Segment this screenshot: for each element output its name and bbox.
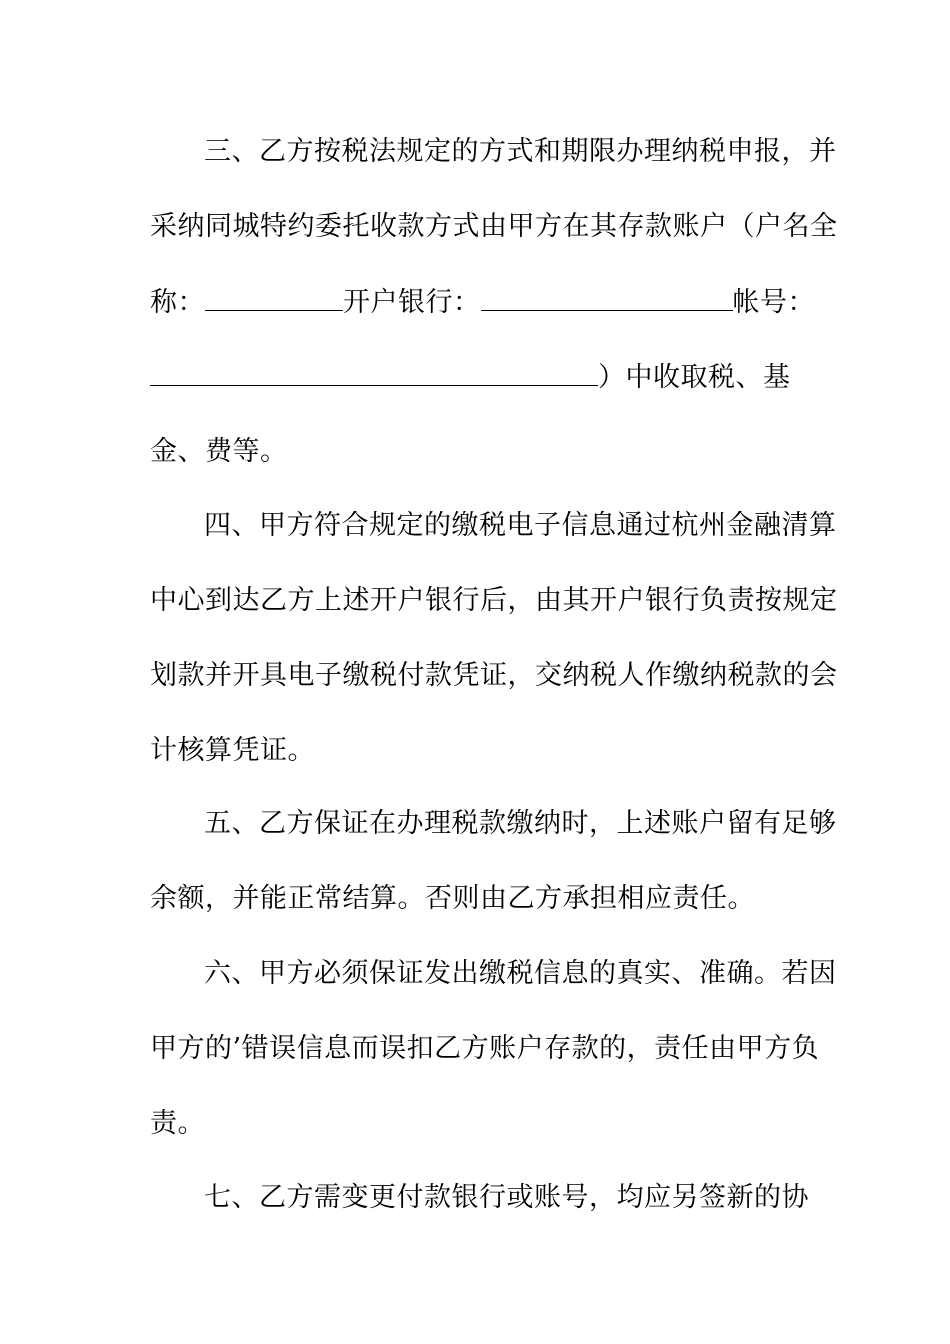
section-3-account-number-line <box>150 359 810 395</box>
section-5-line-1: 五、乙方保证在办理税款缴纳时，上述账户留有足够 <box>204 808 837 839</box>
section-6-line-1: 六、甲方必须保证发出缴税信息的真实、准确。若因 <box>204 958 837 989</box>
account-bank-blank[interactable] <box>481 284 733 311</box>
section-3-account-line <box>150 284 815 320</box>
section-4-line-2: 中心到达乙方上述开户银行后，由其开户银行负责按规定 <box>150 585 838 616</box>
section-3-last-line: 金、费等。 <box>150 436 288 467</box>
section-4-line-3: 划款并开具电子缴税付款凭证，交纳税人作缴纳税款的会 <box>150 660 838 691</box>
section-7-line-1: 七、乙方需变更付款银行或账号，均应另签新的协 <box>204 1182 809 1213</box>
section-3-line-2: 采纳同城特约委托收款方式由甲方在其存款账户（户名全 <box>150 211 838 242</box>
section-4-line-1: 四、甲方符合规定的缴税电子信息通过杭州金融清算 <box>204 510 837 541</box>
section-4-line-4: 计核算凭证。 <box>150 735 315 766</box>
account-number-label: 帐号： <box>732 287 815 318</box>
account-name-blank[interactable] <box>205 284 343 311</box>
section-5-line-2: 余额，并能正常结算。否则由乙方承担相应责任。 <box>150 883 755 914</box>
account-bank-label: 开户银行： <box>343 287 481 318</box>
section-6-line-2: 甲方的’错误信息而误扣乙方账户存款的，责任由甲方负 <box>150 1033 820 1064</box>
account-name-label: 称： <box>150 287 205 318</box>
section-3-line-1: 三、乙方按税法规定的方式和期限办理纳税申报，并 <box>204 136 837 167</box>
section-3-closing-text: ）中收取税、基 <box>598 362 791 393</box>
account-number-blank[interactable] <box>150 359 598 386</box>
section-6-line-3: 责。 <box>150 1108 205 1139</box>
